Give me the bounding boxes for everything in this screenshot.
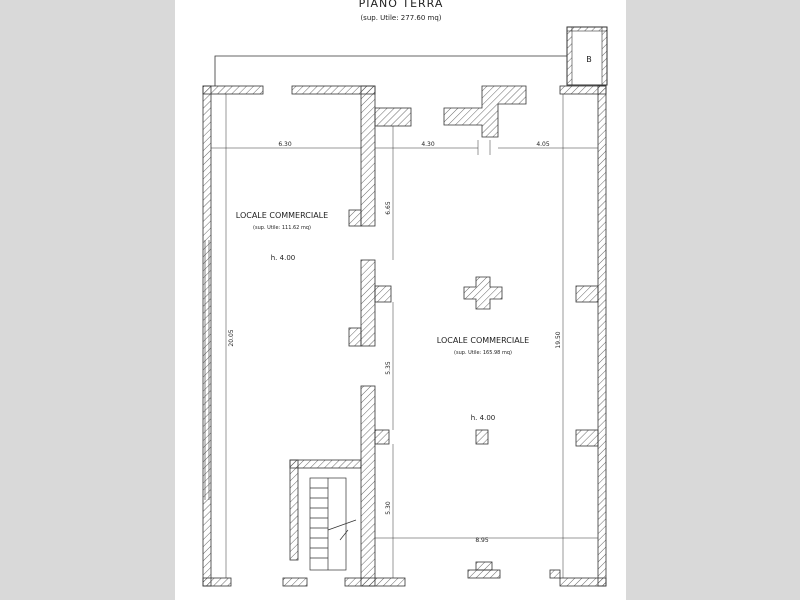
- dim-seg-mid: 5.35: [385, 361, 392, 375]
- dim-seg-bottom: 5.30: [385, 501, 392, 515]
- left-unit-height: h. 4.00: [270, 254, 296, 262]
- dim-mid-width: 4.30: [421, 141, 435, 148]
- total-area-label: (sup. Utile: 277.60 mq): [360, 14, 442, 22]
- right-unit-name: LOCALE COMMERCIALE: [436, 336, 530, 345]
- dim-left-width: 6.30: [278, 141, 292, 148]
- dim-right-depth: 19.50: [555, 331, 562, 349]
- drawing-sheet: [175, 0, 626, 600]
- left-unit-name: LOCALE COMMERCIALE: [235, 211, 329, 220]
- staircase: [310, 478, 356, 570]
- walls: [203, 86, 606, 586]
- left-unit-area: (sup. Utile: 111.62 mq): [253, 225, 311, 231]
- dimension-lines: [211, 94, 598, 578]
- dim-right-width: 4.05: [536, 141, 550, 148]
- upper-boundary-line: [215, 56, 567, 86]
- right-unit-area: (sup. Utile: 165.98 mq): [454, 350, 512, 356]
- dim-left-depth: 20.05: [228, 329, 235, 347]
- dim-seg-top: 6.65: [385, 201, 392, 215]
- plan-title: PIANO TERRA: [358, 0, 444, 10]
- dim-bottom-width: 8.95: [475, 537, 489, 544]
- right-unit-height: h. 4.00: [470, 414, 496, 422]
- stair-box-label: B: [586, 55, 592, 64]
- floor-plan: [175, 0, 626, 600]
